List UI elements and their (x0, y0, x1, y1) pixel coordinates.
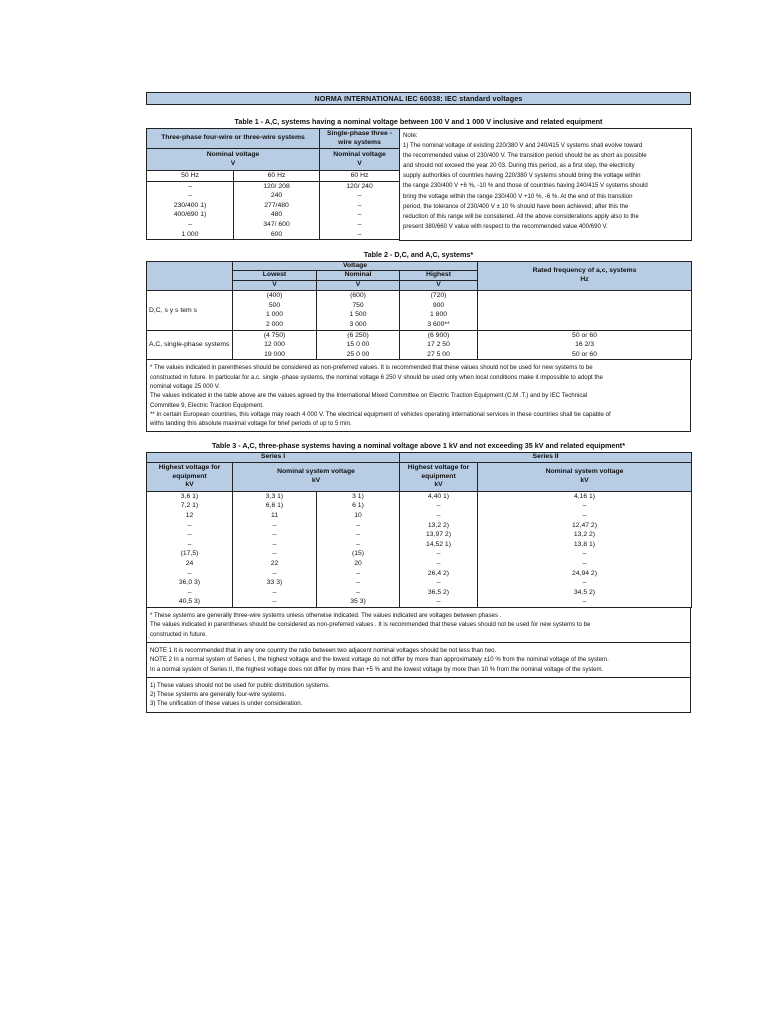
table2-ac-label: A,C, single-phase systems (147, 330, 233, 360)
table3-cell: – (233, 521, 317, 531)
table3-notes-a (146, 608, 691, 643)
table1-note (400, 129, 692, 241)
table2-cell: 1 000 (233, 310, 317, 320)
table3-cell: 14,52 1) (400, 540, 478, 550)
table3-note-line: The values indicated in parentheses should be considered as non-preferred values . It is recommended that these values should not be used for new systems to be (150, 621, 591, 629)
table2-hz-label: Hz (580, 275, 589, 283)
table1-cell: 480 (234, 210, 320, 220)
table3-cell: – (233, 540, 317, 550)
table1-cell: 120/ 240 (320, 181, 400, 191)
table1-cell: – (320, 220, 400, 230)
table1-cell: – (320, 191, 400, 201)
table1-cell: 400/690 1) (147, 210, 234, 220)
table2 (146, 261, 692, 361)
table1-cell: 277/480 (234, 201, 320, 211)
table2-cell: (600) (317, 291, 400, 301)
table3-row (147, 569, 692, 579)
table3-kv-label-4: kV (580, 476, 589, 484)
table3-cell: 36,0 3) (147, 578, 233, 588)
table3-body (146, 492, 692, 608)
table3-note-line: NOTE 1 It is recommended that in any one country the ratio between two adjacent nominal voltages should be not less than two. (150, 646, 497, 654)
table2-cell: 2 000 (233, 320, 317, 330)
table3-cell: – (478, 559, 692, 569)
table3-cell: 3 1) (317, 492, 400, 502)
table2-cell: 27 5 00 (400, 350, 478, 360)
table2-title: Table 2 - D,C, and A,C, systems* (363, 249, 474, 259)
iec-standard-voltages-document (146, 92, 691, 713)
table3-note-line: * These systems are generally three-wire systems unless otherwise indicated. The values indicated are voltages between phases . (150, 612, 502, 620)
table3-header-series2: Series II (400, 453, 692, 463)
table3-cell: 3,3 1) (233, 492, 317, 502)
table2-header-blank (147, 261, 233, 291)
table3-cell: 20 (317, 559, 400, 569)
table3-cell: – (400, 559, 478, 569)
table1-note-line: present 380/660 V value with respect to the recommended value 400/690 V. (403, 222, 608, 230)
table1-cell: – (320, 230, 400, 240)
table2-cell: 17 2 50 (400, 340, 478, 350)
table1-note-line: supply authorities of countries having 220/380 V systems should bring the voltage within (403, 172, 641, 180)
table3-cell: 7,2 1) (147, 501, 233, 511)
table2-dc-label: D,C, s y s tem s (147, 291, 233, 330)
table2-cell: 15 0 00 (317, 340, 400, 350)
table2-cell: 1 800 (400, 310, 478, 320)
table2-header-rated (478, 261, 692, 291)
table2-cell: (6 900) (400, 330, 478, 340)
table2-cell: 50 or 60 (478, 350, 692, 360)
table1-cell: – (320, 201, 400, 211)
table3-row (147, 578, 692, 588)
table3-cell: – (400, 578, 478, 588)
table3-cell: 35 3) (317, 597, 400, 607)
table1-header-nominal (147, 149, 320, 171)
table1 (146, 128, 692, 241)
table3-cell: 6 1) (317, 501, 400, 511)
table3-cell: – (233, 569, 317, 579)
table3-cell: 4,16 1) (478, 492, 692, 502)
table1-note-line: period, the tolerance of 230/400 V ± 10 % should have been achieved; after this the (403, 202, 629, 210)
table3-cell: 40,5 3) (147, 597, 233, 607)
table3-cell: 26,4 2) (400, 569, 478, 579)
table3-cell: – (233, 597, 317, 607)
table2-header-nominal: Nominal (317, 271, 400, 281)
table3-row (147, 559, 692, 569)
table2-note-line: ** In certain European countries, this voltage may reach 4 000 V. The electrical equipment of vehicles operating international services in these countries shall be capable of (150, 410, 611, 418)
table3-cell: – (400, 511, 478, 521)
table3-cell: – (317, 588, 400, 598)
table1-note-line: the recommended value of 230/400 V. The transition period should be as short as possible (403, 152, 647, 160)
table1-freq-60: 60 Hz (234, 171, 320, 182)
table2-unit-lowest: V (233, 281, 317, 291)
table3-note-line: 2) These systems are generally four-wire systems. (150, 691, 287, 699)
table3-row (147, 501, 692, 511)
table2-note-line: The values indicated in the table above are the values agreed by the International Mixed Committee on Electric Traction Equipment (C.M .T.) and by IEC Technical (150, 392, 588, 400)
table2-dc-frequency (478, 291, 692, 330)
table3-cell: 13,8 1) (478, 540, 692, 550)
table2-cell: 25 0 00 (317, 350, 400, 360)
table3-row (147, 540, 692, 550)
table2-cell: 12 000 (233, 340, 317, 350)
table1-nominal-label: Nominal voltage (206, 151, 260, 158)
table3-nominal-label: Nominal system voltage (277, 468, 355, 476)
table2-header-voltage: Voltage (233, 261, 478, 271)
table3-header-highest-1 (147, 462, 233, 491)
table3-row (147, 492, 692, 502)
table1-note-line: 1) The nominal voltage of existing 220/380 V and 240/415 V systems shall evolve toward (403, 142, 643, 150)
table3-row (147, 511, 692, 521)
table3-nominal-label-2: Nominal system voltage (545, 468, 624, 476)
table3-cell: 36,5 2) (400, 588, 478, 598)
table3-cell: 13,2 2) (400, 521, 478, 531)
table2-cell: 50 or 60 (478, 330, 692, 340)
table3-cell: – (317, 578, 400, 588)
table3-cell: (17,5) (147, 549, 233, 559)
table3-cell: 10 (317, 511, 400, 521)
table2-cell: (400) (233, 291, 317, 301)
table3-cell: – (147, 530, 233, 540)
table1-cell: 240 (234, 191, 320, 201)
table3-cell: – (478, 501, 692, 511)
table2-cell: 750 (317, 301, 400, 311)
table2-cell: (4 750) (233, 330, 317, 340)
table1-header-three-phase: Three-phase four-wire or three-wire systems (147, 129, 320, 149)
table1-title: Table 1 - A,C, systems having a nominal voltage between 100 V and 1 000 V inclusive and related equipment (234, 117, 603, 126)
table2-cell: 19 000 (233, 350, 317, 360)
table3-note-line: 3) The unification of these values is under consideration. (150, 700, 303, 708)
table3-cell: – (147, 521, 233, 531)
table1-unit-label: V (230, 159, 236, 167)
table1-note-line: the range 230/400 V +6 %, -10 % and those of countries having 240/415 V systems should (403, 182, 648, 190)
table2-cell: 500 (233, 301, 317, 311)
table3-cell: – (317, 569, 400, 579)
table2-cell: 1 500 (317, 310, 400, 320)
table2-notes (146, 360, 691, 432)
table3-cell: 11 (233, 511, 317, 521)
table3-cell: – (478, 549, 692, 559)
table3-row (147, 588, 692, 598)
table3-cell: 12 (147, 511, 233, 521)
table3-note-line: constructed in future. (150, 630, 207, 638)
table3-cell: 4,40 1) (400, 492, 478, 502)
table3-title: Table 3 - A,C, three-phase systems having a nominal voltage above 1 kV and not exceeding 35 kV and related equipment* (211, 441, 625, 451)
table3-header-nominal-1 (233, 462, 400, 491)
table3-row (147, 597, 692, 607)
table3-row (147, 521, 692, 531)
table2-unit-highest: V (400, 281, 478, 291)
table2-cell: 3 600** (400, 320, 478, 330)
table1-freq-60b: 60 Hz (320, 171, 400, 182)
table2-unit-nominal: V (317, 281, 400, 291)
table3-cell: – (400, 597, 478, 607)
table1-freq-50: 50 Hz (147, 171, 234, 182)
table3-notes-b (146, 643, 691, 678)
document-banner: NORMA INTERNATIONAL IEC 60038: IEC standard voltages (146, 92, 691, 105)
table2-cell: 3 000 (317, 320, 400, 330)
table3-highest-label-2: Highest voltage for equipment (407, 464, 470, 480)
table3-cell: 13,2 2) (478, 530, 692, 540)
table3-kv-label-2: kV (311, 476, 321, 484)
table3-cell: 6,6 1) (233, 501, 317, 511)
table3-row (147, 549, 692, 559)
table3-header-nominal-2 (478, 462, 692, 491)
table3-note-line: NOTE 2 In a normal system of Series I, the highest voltage and the lowest voltage do not differ by more than approximately ±10 % from the nominal voltage of the system. (150, 656, 609, 664)
table2-header-highest: Highest (400, 271, 478, 281)
table2-note-line: nominal voltage 25 000 V. (150, 382, 220, 390)
table3-note-line: 1) These values should not be used for public distribution systems. (150, 681, 330, 689)
table1-cell: 230/400 1) (147, 201, 234, 211)
table3-highest-label: Highest voltage for equipment (158, 464, 221, 480)
table3-cell: – (400, 501, 478, 511)
table2-note-line: constructed in future. In particular for a.c. single -phase systems, the nominal voltage 6 250 V should be used only when local conditions make it impossible to adopt the (150, 373, 603, 381)
table3-header-highest-2 (400, 462, 478, 491)
table1-header-nominal-single (320, 149, 400, 171)
table1-nominal-label-2: Nominal voltage (333, 151, 386, 158)
table1-cell: 600 (234, 230, 320, 240)
table3-cell: – (478, 597, 692, 607)
table1-cell: 1 000 (147, 230, 234, 240)
table3-cell: – (317, 530, 400, 540)
table2-note-line: * The values indicated in parentheses should be considered as non-preferred values. It is recommended that these values should not be used for new systems to be (150, 364, 593, 372)
table1-note-line: bring the voltage within the range 230/400 V +10 %, -6 %. At the end of this transition (403, 192, 633, 200)
table3-row (147, 530, 692, 540)
table3-cell: 24,94 2) (478, 569, 692, 579)
table2-cell: (6 250) (317, 330, 400, 340)
table1-cell: – (320, 210, 400, 220)
table3-cell: 24 (147, 559, 233, 569)
table1-cell: – (147, 220, 234, 230)
table1-spacer (147, 240, 400, 241)
table1-cell: 120/ 208 (234, 181, 320, 191)
table1-unit-label-2: V (357, 159, 362, 167)
table1-note-line: and should not exceed the year 20 03. During this period, as a first step, the electricity (403, 162, 635, 170)
table3-cell: – (400, 549, 478, 559)
table1-cell: – (147, 181, 234, 191)
table3-header-series1: Series I (147, 453, 400, 463)
table2-header-lowest: Lowest (233, 271, 317, 281)
table2-cell: 16 2/3 (478, 340, 692, 350)
table3-cell: – (317, 540, 400, 550)
table1-note-line: reduction of this range will be considered. All the above considerations apply also to the (403, 212, 639, 220)
table3-cell: – (147, 569, 233, 579)
table3-cell: – (478, 511, 692, 521)
table3-cell: 12,47 2) (478, 521, 692, 531)
table2-cell: 900 (400, 301, 478, 311)
table3 (146, 452, 692, 492)
table3-kv-label-3: kV (434, 481, 443, 489)
table1-note-line: Note: (403, 132, 418, 139)
table3-cell: 13,97 2) (400, 530, 478, 540)
table3-cell: – (233, 530, 317, 540)
table3-cell: 22 (233, 559, 317, 569)
table3-cell: – (147, 540, 233, 550)
table3-notes-c (146, 678, 691, 713)
table3-cell: – (317, 521, 400, 531)
table2-cell: (720) (400, 291, 478, 301)
table3-cell: 34,5 2) (478, 588, 692, 598)
table3-note-line: In a normal system of Series II, the highest voltage does not differ by more than +5 % and the lowest voltage by more than 10 % from the nominal voltage of the system. (150, 665, 604, 673)
table3-cell: (15) (317, 549, 400, 559)
table3-cell: – (233, 588, 317, 598)
table3-cell: – (147, 588, 233, 598)
table3-cell: 3,6 1) (147, 492, 233, 502)
table2-note-line: withs tanding this absolute maximal voltage for brief periods of up to 5 min. (150, 420, 352, 428)
table1-header-single-phase: Single-phase three - wire systems (320, 129, 400, 149)
table1-cell: – (147, 191, 234, 201)
table3-cell: 33 3) (233, 578, 317, 588)
table2-rated-label: Rated frequency of a,c, systems (532, 267, 637, 275)
table3-kv-label: kV (185, 481, 194, 489)
table2-note-line: Committee 9, Electric Traction Equipment. (150, 401, 264, 409)
table3-cell: – (478, 578, 692, 588)
table3-cell: – (233, 549, 317, 559)
table1-cell: 347/ 600 (234, 220, 320, 230)
